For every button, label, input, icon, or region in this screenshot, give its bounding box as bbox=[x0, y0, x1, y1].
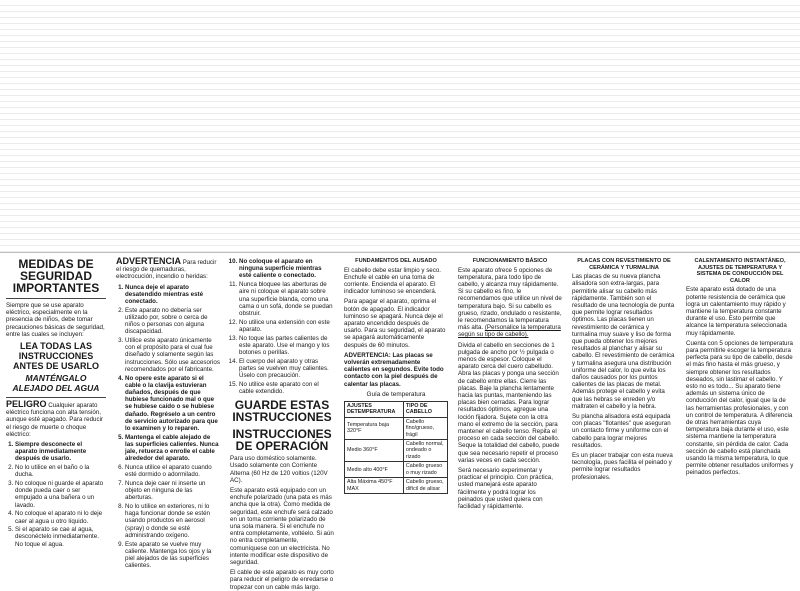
safety-intro: Siempre que se use aparato eléctrico, especialmente en la presencia de niños, debe tomar precauciones básicas de seguridad, entre las cuales se incluyen: bbox=[6, 302, 105, 338]
advertencia-text: Para reducir el riesgo de quemaduras, electrocución, incendio o heridas: bbox=[116, 259, 217, 281]
peligro-label: PELIGRO bbox=[6, 399, 47, 410]
column-basics bbox=[344, 258, 448, 524]
instant-heat-paragraph: Cuenta con 5 opciones de temperatura para permitirle escoger la temperatura perfecta para su tipo de cabello, desde el más fino hasta el más grueso, y siempre obtener los resultados deseados, sin lastimar el cabello. Y esto no es todo... Su aparato tiene además un sistema único de conducción del calor, igual que la de las herramientas profesionales, y con un control de temperatura. A diferencia de otras herramientas cuya temperatura baja durante el uso, este sistema mantiene la temperatura constante, sin pérdida de calor. Cada sección de cabello está planchada usando la misma temperatura, lo que permite obtener resultados uniformes y peinados perfectos. bbox=[686, 339, 794, 477]
column-basic-operation bbox=[458, 258, 562, 524]
advertencia-paragraph bbox=[116, 258, 220, 281]
basics-heading: FUNDAMENTOS DEL AUSADO bbox=[355, 258, 437, 264]
list-item: 14. El cuerpo del aparato y otras partes se vuelven muy calientes. Úselo con precaución. bbox=[239, 358, 334, 380]
basics-paragraph: Para apagar el aparato, oprima el botón de apagado. El indicador luminoso se apagará. Nunca deje el aparato encendido después de usarlo. Para su seguridad, el aparato se apagará automáticamente después de 60 minutos. bbox=[344, 298, 446, 349]
ceramic-paragraph: Las placas de su nueva plancha alisadora son extra-largas, para permitirle alisar su cabello más rápidamente. También son el resultado de una tecnología de punta que permite lograr resultados óptimos. Las placas tienen un revestimiento de cerámica y turmalina muy suave y liso de forma que pueda obtener los mejores resultados al planchar y alisar su cabello. El revestimiento de cerámica y turmalina asegura una distribución uniforme del calor, lo que evita los daños causados por los puntos calientes de las placas de metal. Además protege el cabello y evita que las hebras se enreden y/o maltraten el cabello y la hebra. bbox=[572, 273, 675, 410]
table-row bbox=[345, 440, 448, 462]
list-item: 1. Siempre desconecte el aparato inmediatamente después de usarlo. bbox=[15, 441, 106, 463]
temperature-guide-title: Guía de temperatura bbox=[366, 390, 426, 398]
operation-paragraph: El cable de este aparato es muy corto para reducir el peligro de enredarse o tropezar con un cable más largo. bbox=[230, 569, 334, 591]
operation-title: INSTRUCCIONES DE OPERACIÓN bbox=[232, 427, 332, 454]
column-warning bbox=[116, 256, 220, 570]
read-instructions-heading: LEA TODAS LAS INSTRUCCIONES ANTES DE USARLO bbox=[12, 341, 99, 372]
list-item: 8. No lo utilice en exteriores, ni lo haga funcionar donde se estén usando productos en aerosol (spray) o donde se esté administrando oxígeno. bbox=[125, 503, 220, 539]
table-row bbox=[345, 478, 448, 494]
list-item: 9. Este aparato se vuelve muy caliente. Mantenga los ojos y la piel alejados de las superficies calientes. bbox=[125, 541, 220, 570]
basic-operation-text: Este aparato ofrece 5 opciones de temperatura, para todo tipo de cabello, y alcanza muy rápidamente. Si su cabello es fino, le recomendamos que utilice un nivel de temperatura bajo. Si su cabello es grueso, rizado, ondulado o resistente, le recomendamos la temperatura más alta. bbox=[458, 266, 562, 332]
table-row bbox=[345, 417, 448, 439]
list-item: 7. Nunca deje caer ni inserte un objeto en ninguna de las aberturas. bbox=[125, 480, 220, 502]
temperature-guide-table bbox=[344, 401, 448, 494]
divider bbox=[6, 298, 106, 299]
column-save-operation bbox=[230, 258, 334, 591]
operation-text: Para uso doméstico solamente. Usado solamente con Corriente Alterna (60 Hz de 120 voltios (120V AC). bbox=[230, 455, 328, 484]
list-item: 1. Nunca deje el aparato desatendido mientras esté conectado. bbox=[125, 284, 220, 306]
ceramic-paragraph: Su plancha alisadora está equipada con placas "flotantes" que aseguran un contacto firme y uniforme con el cabello para lograr mejores resultados. bbox=[572, 413, 671, 449]
advertencia-label: ADVERTENCIA bbox=[116, 256, 182, 266]
advertencia-list bbox=[116, 284, 220, 570]
notice-text: Las placas se volverán extremadamente calientes en segundos. Evite todo contacto con la piel después de calentar las placas. bbox=[344, 351, 444, 388]
table-cell: Cabello grueso o muy rizado bbox=[403, 462, 447, 478]
column-instant-heat bbox=[686, 258, 794, 524]
table-header: TIPO DE CABELLO bbox=[403, 402, 447, 418]
notice-label: ADVERTENCIA: bbox=[344, 351, 391, 359]
column-safety bbox=[6, 257, 106, 548]
list-item: 13. No toque las partes calientes de este aparato. Use el mango y los botones o perillas. bbox=[239, 335, 334, 357]
divider bbox=[6, 397, 106, 398]
basic-operation-heading: FUNCIONAMIENTO BÁSICO bbox=[472, 258, 548, 264]
instant-heat-heading: CALENTAMIENTO INSTANTÁNEO, AJUSTES DE TEMPERATURA Y SISTEMA DE CONDUCCIÓN DEL CALOR bbox=[694, 258, 786, 284]
list-item: 5. Si el aparato se cae al agua, desconéctelo inmediatamente. No toque el agua. bbox=[15, 526, 106, 548]
table-cell: Medio alto 400°F bbox=[345, 462, 404, 478]
column-ceramic-plates bbox=[572, 258, 676, 524]
basic-operation-paragraph: Divida el cabello en secciones de 1 pulgada de ancho por ½ pulgada o menos de espesor. Coloque el aparato cerca del cuero cabelludo. Abra las placas y ponga una sección de cabello entre ellas. Cierre las placas. Baje la plancha lentamente hacia las puntas, manteniendo las placas bien cerradas. Para lograr resultados óptimos, agregue una loción fijadora. Sujete con la otra mano el extremo de la sección, para mantener el cabello tenso. Repita el proceso en cada sección del cabello. Seque la totalidad del cabello, puede que sea necesario repetir el proceso varias veces en cada sección. bbox=[458, 341, 560, 464]
list-item: 10. No coloque el aparato en ninguna superficie mientras esté caliente o conectado. bbox=[239, 258, 334, 280]
upside-down-english-panels bbox=[0, 0, 800, 252]
list-item: 2. Este aparato no debería ser utilizado por, sobre o cerca de niños o personas con alguna discapacidad. bbox=[125, 307, 220, 336]
table-cell: Medio 360°F bbox=[345, 440, 404, 462]
list-item: 3. No coloque ni guarde el aparato donde pueda caer o ser empujado a una bañera o un lavado. bbox=[15, 480, 106, 509]
table-cell: Alta Máxima 450°F MAX bbox=[345, 478, 404, 494]
basics-paragraph: El cabello debe estar limpio y seco. Enchufe el cable en una toma de corriente. Encienda el aparato. El indicador luminoso se encenderá. bbox=[344, 266, 441, 296]
table-header-row bbox=[345, 402, 448, 418]
advertencia-list-continued bbox=[230, 258, 334, 395]
operation-paragraph: Este aparato está equipado con un enchufe polarizado (una pata es más ancha que la otra). Como medida de seguridad, este enchufe será calzado en un toma corriente polarizado de una sola manera. Si el enchufe no entra completamente, voltéelo. Si aún no entra completamente, comuníquese con un electricista. No intente modificar este dispositivo de seguridad. bbox=[230, 486, 334, 566]
table-cell: Temperatura baja 320°F bbox=[345, 417, 404, 439]
list-item: 15. No utilice este aparato con el cable extendido. bbox=[239, 381, 334, 395]
ceramic-paragraph: Es un placer trabajar con esta nueva tecnología, pues facilita el peinado y permite lograr resultados profesionales. bbox=[572, 452, 673, 481]
table-row bbox=[345, 462, 448, 478]
list-item: 6. Nunca utilice el aparato cuando esté dormido o adormilado. bbox=[125, 464, 220, 478]
keep-away-from-water: MANTÉNGALO ALEJADO DEL AGUA bbox=[12, 373, 100, 393]
peligro-list bbox=[6, 441, 106, 548]
basic-operation-paragraph bbox=[458, 267, 562, 339]
table-cell: Cabello grueso, difícil de alisar bbox=[403, 478, 447, 494]
instant-heat-paragraph: Este aparato está dotado de una potente resistencia de cerámica que logra un calentamiento muy rápido y mantiene la temperatura constante durante el uso. Esto permite que alcance la temperatura seleccionada muy rápidamente. bbox=[686, 286, 787, 337]
table-cell: Cabello fino/grueso, frágil bbox=[403, 417, 447, 439]
list-item: 12. No utilice una extensión con este aparato. bbox=[239, 319, 334, 333]
basics-notice bbox=[344, 352, 448, 388]
basic-operation-note: (Personalice la temperatura según su tipo de cabello). bbox=[458, 324, 561, 339]
list-item: 3. Utilice este aparato únicamente con el propósito para el cual fue diseñado y solamente según las instrucciones. Sólo use accesorios recomendados por el fabricante. bbox=[125, 337, 220, 373]
peligro-paragraph bbox=[6, 401, 106, 438]
safety-title: MEDIDAS DE SEGURIDAD IMPORTANTES bbox=[12, 257, 100, 295]
list-item: 2. No lo utilice en el baño o la ducha. bbox=[15, 464, 106, 478]
save-instructions-title: GUARDE ESTAS INSTRUCCIONES bbox=[232, 398, 332, 425]
basic-operation-paragraph: Será necesario experimentar y practicar el principio. Con práctica, usted manejará este aparato fácilmente y podrá lograr los peinados que usted quiera con facilidad y rápidamente. bbox=[458, 467, 553, 511]
peligro-text: Cualquier aparato eléctrico funciona con alta tensión, aunque esté apagado. Para reducir el riesgo de muerte o choque eléctrico: bbox=[6, 402, 104, 438]
fold-line bbox=[0, 252, 800, 253]
list-item: 4. No opere este aparato si el cable o la clavija estuvieran dañados, después de que hubiese funcionado mal o que se hubiese caído o se hubiese dañado. Regréselo a un centro de servicio autorizado para que lo examinen y lo reparen. bbox=[125, 375, 220, 433]
ceramic-plates-heading: PLACAS CON REVESTIMIENTO DE CERÁMICA Y TURMALINA bbox=[577, 258, 671, 271]
table-cell: Cabello normal, ondeado o rizado bbox=[403, 440, 447, 462]
table-header: AJUSTES DETEMPERATURA bbox=[345, 402, 404, 418]
list-item: 4. No coloque el aparato ni lo deje caer al agua u otro líquido. bbox=[15, 510, 106, 524]
list-item: 11. Nunca bloquee las aberturas de aire ni coloque el aparato sobre una superficie blanda, como una cama o un sofá, donde se puedan obstruir. bbox=[239, 281, 334, 317]
list-item: 5. Mantenga el cable alejado de las superficies calientes. Nunca jale, retuerza o enrolle el cable alrededor del aparato. bbox=[125, 434, 220, 463]
